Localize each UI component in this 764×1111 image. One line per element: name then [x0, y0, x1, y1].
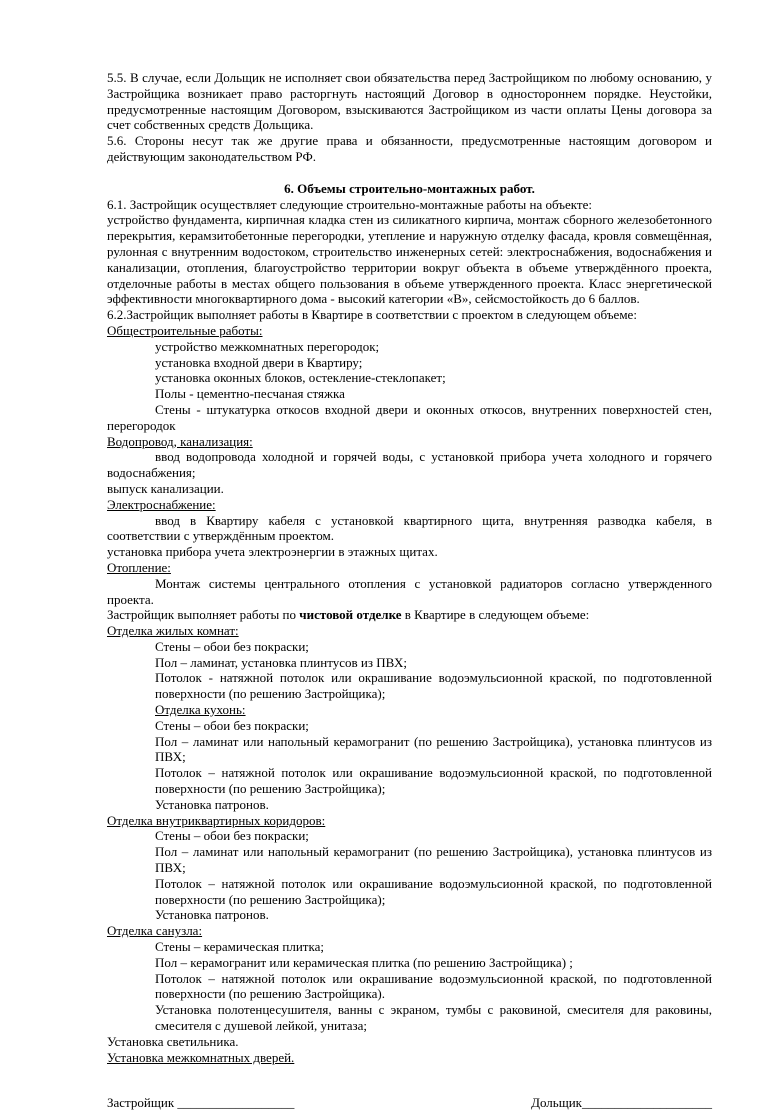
clause-6-1: 6.1. Застройщик осуществляет следующие строительно-монтажные работы на объекте: — [107, 196, 592, 212]
bathroom-item: Потолок – натяжной потолок или окрашивание водоэмульсионной краской, по подготовленной поверхности (по решению Застройщика). — [155, 970, 712, 1002]
heating-heading — [107, 560, 712, 576]
heating-heading-text: Отопление: — [107, 559, 171, 575]
signature-row — [107, 1095, 712, 1111]
corridors-item: Пол – ламинат или напольный керамогранит (по решению Застройщика), установка плинтусов из ПВХ; — [155, 844, 712, 876]
clause-6-2: 6.2.Застройщик выполняет работы в Квартире в соответствии с проектом в следующем объеме: — [107, 307, 637, 323]
kitchens-item: Установка патронов. — [155, 796, 269, 812]
clause-5-6: 5.6. Стороны несут так же другие права и обязанности, предусмотренные настоящим договором и действующим законодательством РФ. — [107, 133, 712, 164]
kitchens-item: Потолок – натяжной потолок или окрашивание водоэмульсионной краской, по подготовленной поверхности (по решению Застройщика); — [155, 765, 712, 797]
corridors-item: Стены – обои без покраски; — [155, 828, 309, 844]
general-works-heading-text: Общестроительные работы: — [107, 322, 263, 338]
bathroom-heading-text: Отделка санузла: — [107, 923, 203, 939]
living-rooms-item: Пол – ламинат, установка плинтусов из ПВХ; — [155, 654, 407, 670]
bathroom-item: Установка полотенцесушителя, ванны с экраном, тумбы с раковиной, смесителя для раковины, смесителя с душевой лейкой, унитаза; — [155, 1002, 712, 1034]
general-works-item: устройство межкомнатных перегородок; — [155, 338, 380, 354]
doors-line — [107, 1050, 712, 1066]
plumbing-heading — [107, 434, 712, 450]
living-rooms-item: Стены – обои без покраски; — [155, 638, 309, 654]
finishing-intro-suffix: в Квартире в следующем объеме: — [401, 607, 590, 623]
kitchens-item: Стены – обои без покраски; — [155, 717, 309, 733]
finishing-intro-prefix: Застройщик выполняет работы по — [107, 607, 300, 623]
plumbing-heading-text: Водопровод, канализация: — [107, 433, 253, 449]
section-6-heading: 6. Объемы строительно-монтажных работ. — [284, 180, 535, 196]
electricity-item: установка прибора учета электроэнергии в этажных щитах. — [107, 544, 438, 560]
living-rooms-heading-text: Отделка жилых комнат: — [107, 623, 239, 639]
living-rooms-heading — [107, 623, 712, 639]
corridors-heading-text: Отделка внутриквартирных коридоров: — [107, 812, 326, 828]
general-works-item: Стены - штукатурка откосов входной двери и оконных откосов, внутренних поверхностей стен, перегородок — [107, 401, 712, 433]
electricity-heading-text: Электроснабжение: — [107, 496, 216, 512]
heating-item: Монтаж системы центрального отопления с установкой радиаторов согласно утвержденного проекта. — [107, 575, 712, 607]
kitchens-item: Пол – ламинат или напольный керамогранит (по решению Застройщика), установка плинтусов из ПВХ; — [155, 733, 712, 765]
bathroom-item: Пол – керамогранит или керамическая плитка (по решению Застройщика) ; — [155, 954, 573, 970]
signature-shareholder: Дольщик____________________ — [531, 1095, 712, 1111]
kitchens-heading-text: Отделка кухонь: — [155, 702, 246, 718]
plumbing-item: ввод водопровода холодной и горячей воды, с установкой прибора учета холодного и горячего водоснабжения; — [107, 449, 712, 481]
clause-6-1-works: устройство фундамента, кирпичная кладка стен из силикатного кирпича, монтаж сборного железобетонного перекрытия, керамзитобетонные перегородки, утепление и наружную отделку фасада, кровля совмещённая, рулонная с внутренним водостоком, строительство инженерных сетей: электроснабжения, водоснабжения и канализации, отопления, благоустройство территории вокруг объекта в объеме утверждённого проекта, отделочные работы в местах общего пользования в объеме утвержденного проекта. Класс энергетической эффективности многоквартирного дома - высокий категории «В», сейсмостойкость до 6 баллов. — [107, 212, 712, 307]
finishing-intro — [107, 607, 712, 623]
general-works-item: установка оконных блоков, остекление-стеклопакет; — [155, 370, 446, 386]
clause-5-5: 5.5. В случае, если Дольщик не исполняет свои обязательства перед Застройщиком по любому основанию, у Застройщика возникает право расторгнуть настоящий Договор в одностороннем порядке. Неустойки, предусмотренные настоящим Договором, взыскиваются Застройщиком из части оплаты Цены договора за счет собственных средств Дольщика. — [107, 70, 712, 133]
corridors-heading — [107, 813, 712, 829]
doors-line-text: Установка межкомнатных дверей. — [107, 1049, 295, 1065]
plumbing-item: выпуск канализации. — [107, 480, 224, 496]
signature-developer: Застройщик __________________ — [107, 1095, 295, 1111]
living-rooms-item: Потолок - натяжной потолок или окрашивание водоэмульсионной краской, по подготовленной поверхности (по решению Застройщика); — [155, 670, 712, 702]
general-works-heading — [107, 323, 712, 339]
electricity-item: ввод в Квартиру кабеля с установкой квартирного щита, внутренняя разводка кабеля, в соответствии с утверждённым проектом. — [107, 512, 712, 544]
corridors-item: Потолок – натяжной потолок или окрашивание водоэмульсионной краской, по подготовленной поверхности (по решению Застройщика); — [155, 875, 712, 907]
general-works-item: установка входной двери в Квартиру; — [155, 354, 363, 370]
corridors-item: Установка патронов. — [155, 907, 269, 923]
kitchens-heading — [155, 702, 712, 718]
electricity-heading — [107, 497, 712, 513]
general-works-item: Полы - цементно-песчаная стяжка — [155, 386, 345, 402]
lamp-line: Установка светильника. — [107, 1033, 239, 1049]
bathroom-item: Стены – керамическая плитка; — [155, 939, 324, 955]
bathroom-heading — [107, 923, 712, 939]
finishing-intro-bold: чистовой отделке — [299, 607, 402, 623]
